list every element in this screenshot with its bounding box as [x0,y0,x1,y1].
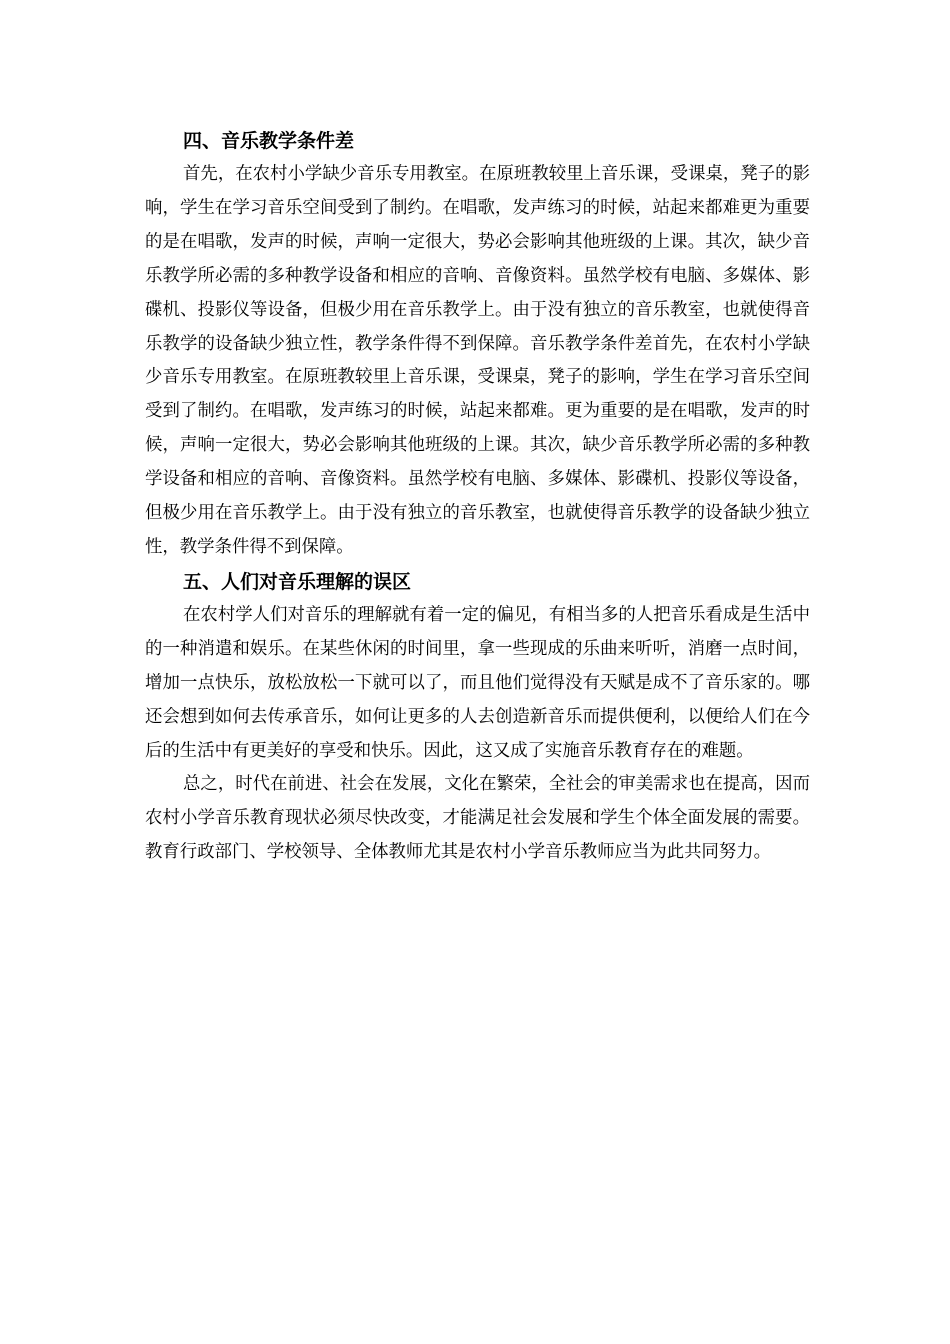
section-heading-5: 五、人们对音乐理解的误区 [183,570,412,593]
paragraph-music-conditions: 首先，在农村小学缺少音乐专用教室。在原班教较里上音乐课，受课桌，凳子的影响，学生在学习音乐空间受到了制约。在唱歌，发声练习的时候，站起来都难更为重要的是在唱歌，发声的时候，声响一定很大，势必会影响其他班级的上课。其次，缺少音乐教学所必需的多种教学设备和相应的音响、音像资料。虽然学校有电脑、多媒体、影碟机、投影仪等设备，但极少用在音乐教学上。由于没有独立的音乐教室，也就使得音乐教学的设备缺少独立性，教学条件得不到保障。音乐教学条件差首先，在农村小学缺少音乐专用教室。在原班教较里上音乐课，受课桌，凳子的影响，学生在学习音乐空间受到了制约。在唱歌，发声练习的时候，站起来都难。更为重要的是在唱歌，发声的时候，声响一定很大，势必会影响其他班级的上课。其次，缺少音乐教学所必需的多种教学设备和相应的音响、音像资料。虽然学校有电脑、多媒体、影碟机、投影仪等设备，但极少用在音乐教学上。由于没有独立的音乐教室，也就使得音乐教学的设备缺少独立性，教学条件得不到保障。 [145,164,810,557]
section-heading-4: 四、音乐教学条件差 [183,130,355,152]
paragraph-misconceptions: 在农村学人们对音乐的理解就有着一定的偏见，有相当多的人把音乐看成是生活中的一种消遣和娱乐。在某些休闲的时间里，拿一些现成的乐曲来听听，消磨一点时间，增加一点快乐，放松放松一下就可以了，而且他们觉得没有天赋是成不了音乐家的。哪还会想到如何去传承音乐，如何让更多的人去创造新音乐而提供便利，以便给人们在今后的生活中有更美好的享受和快乐。因此，这又成了实施音乐教育存在的难题。 [145,604,810,761]
paragraph-conclusion: 总之，时代在前进、社会在发展，文化在繁荣，全社会的审美需求也在提高，因而农村小学音乐教育现状必须尽快改变，才能满足社会发展和学生个体全面发展的需要。教育行政部门、学校领导、全体教师尤其是农村小学音乐教师应当为此共同努力。 [145,774,810,863]
document-page [145,124,810,870]
